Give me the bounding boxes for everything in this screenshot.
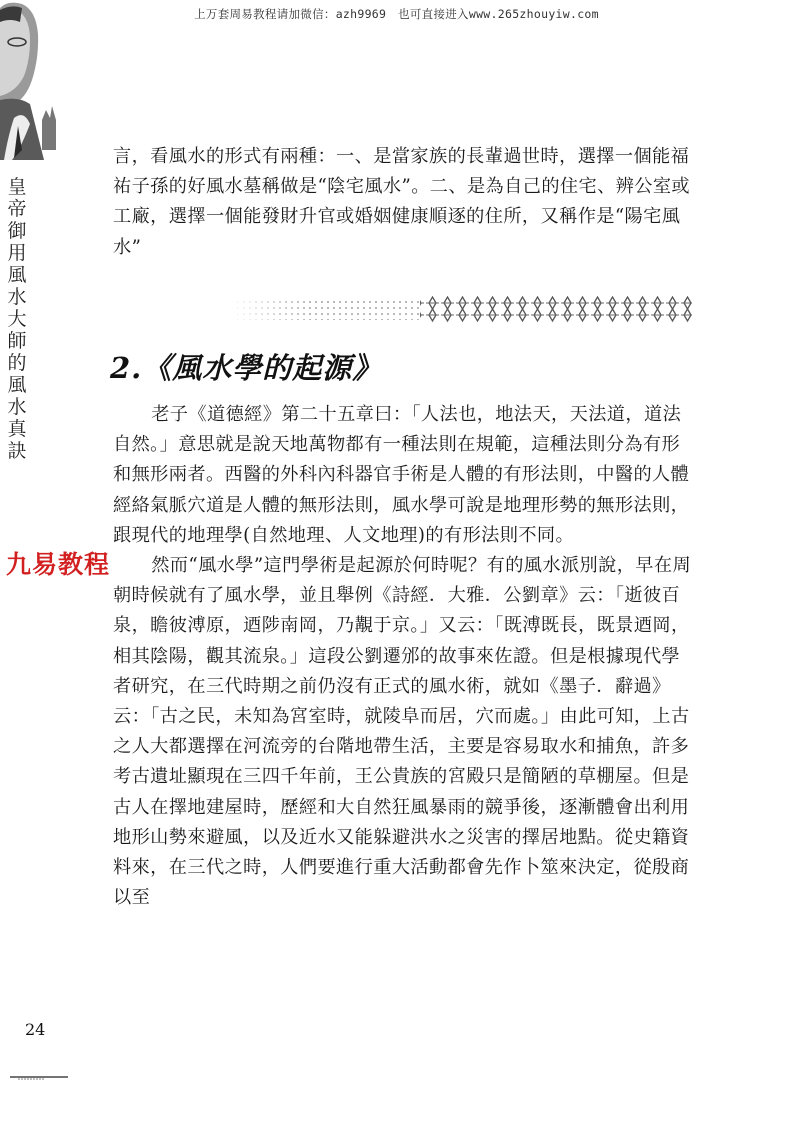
header-watermark: 上万套周易教程请加微信：azh9969 也可直接进入www.265zhouyiw.com bbox=[194, 7, 599, 21]
ornament-pattern bbox=[230, 294, 692, 324]
footer-rule bbox=[10, 1066, 68, 1072]
author-photo bbox=[0, 0, 74, 160]
paragraph-origin: 然而“風水學”這門學術是起源於何時呢？有的風水派別說，早在周朝時候就有了風水學，並且舉例《詩經．大雅．公劉章》云：「逝彼百泉，瞻彼溥原，迺陟南岡，乃覯于京。」又云：「既溥既長，既景迺岡，相其陰陽，觀其流泉。」這段公劉遷邠的故事來佐證。但是根據現代學者研究，在三代時期之前仍沒有正式的風水術，就如《墨子．辭過》云：「古之民，未知為宮室時，就陵阜而居，穴而處。」由此可知，上古之人大都選擇在河流旁的台階地帶生活，主要是容易取水和捕魚，許多考古遺址顯現在三四千年前，王公貴族的宮殿只是簡陋的草棚屋。但是古人在擇地建屋時，歷經和大自然狂風暴雨的競爭後，逐漸體會出利用地形山勢來避風，以及近水又能躲避洪水之災害的擇居地點。從史籍資料來，在三代之時，人們要進行重大活動都會先作卜筮來決定，從殷商以至 bbox=[113, 555, 692, 909]
site-watermark: 九易教程 bbox=[6, 550, 111, 579]
page-number: 24 bbox=[25, 1020, 46, 1039]
intro-paragraph bbox=[113, 142, 698, 263]
section-body bbox=[113, 400, 698, 913]
paragraph-laozi: 老子《道德經》第二十五章曰：「人法也，地法天，天法道，道法自然。」意思就是說天地萬物都有一種法則在規範，這種法則分為有形和無形兩者。西醫的外科內科器官手術是人體的有形法則，中醫的人體經絡氣脈穴道是人體的無形法則，風水學可說是地理形勢的無形法則，跟現代的地理學(自然地理、人文地理)的有形法則不同。 bbox=[113, 404, 690, 546]
section-heading: 2.《風水學的起源》 bbox=[110, 351, 383, 385]
book-title-vertical: 皇帝御用風水大師的風水真訣 bbox=[7, 176, 27, 462]
decorative-divider bbox=[230, 294, 692, 324]
intro-paragraph-text: 言，看風水的形式有兩種：一、是當家族的長輩過世時，選擇一個能福祐子孫的好風水墓稱做是“陰宅風水”。二、是為自己的住宅、辨公室或工廠，選擇一個能發財升官或婚姻健康順逐的住所，又稱作是“陽宅風水” bbox=[113, 146, 691, 258]
